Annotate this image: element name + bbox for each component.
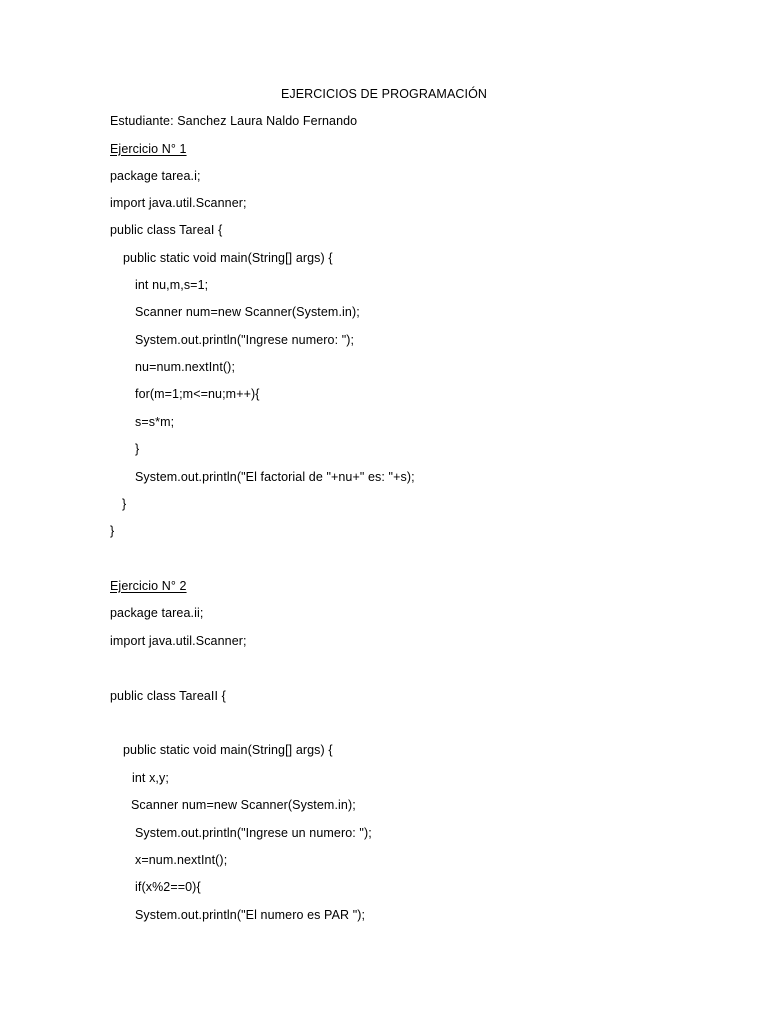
code-line: x=num.nextInt(); [135,853,228,867]
code-line: int nu,m,s=1; [135,278,209,292]
code-line: package tarea.ii; [110,606,204,620]
code-line: System.out.println("Ingrese numero: "); [135,333,355,347]
code-line: System.out.println("El factorial de "+nu+" es: "+s); [135,470,415,484]
code-line: public class TareaII { [110,689,226,703]
exercise-2-heading: Ejercicio N° 2 [110,579,187,593]
code-line: s=s*m; [135,415,175,429]
code-line: nu=num.nextInt(); [135,360,236,374]
code-line: System.out.println("Ingrese un numero: "); [135,826,372,840]
code-line: } [135,442,140,456]
code-line: } [122,497,127,511]
code-line: package tarea.i; [110,169,201,183]
code-line: System.out.println("El numero es PAR "); [135,908,366,922]
code-line: if(x%2==0){ [135,880,201,894]
code-line: for(m=1;m<=nu;m++){ [135,387,260,401]
code-line: import java.util.Scanner; [110,196,247,210]
code-line: } [110,524,115,538]
code-line: import java.util.Scanner; [110,634,247,648]
code-line: int x,y; [132,771,169,785]
code-line: Scanner num=new Scanner(System.in); [131,798,356,812]
document-title: EJERCICIOS DE PROGRAMACIÓN [280,87,488,101]
exercise-1-heading: Ejercicio N° 1 [110,142,187,156]
code-line: public class TareaI { [110,223,223,237]
code-line: Scanner num=new Scanner(System.in); [135,305,360,319]
code-line: public static void main(String[] args) { [123,251,333,265]
code-line: public static void main(String[] args) { [123,743,333,757]
student-name: Estudiante: Sanchez Laura Naldo Fernando [110,114,358,128]
